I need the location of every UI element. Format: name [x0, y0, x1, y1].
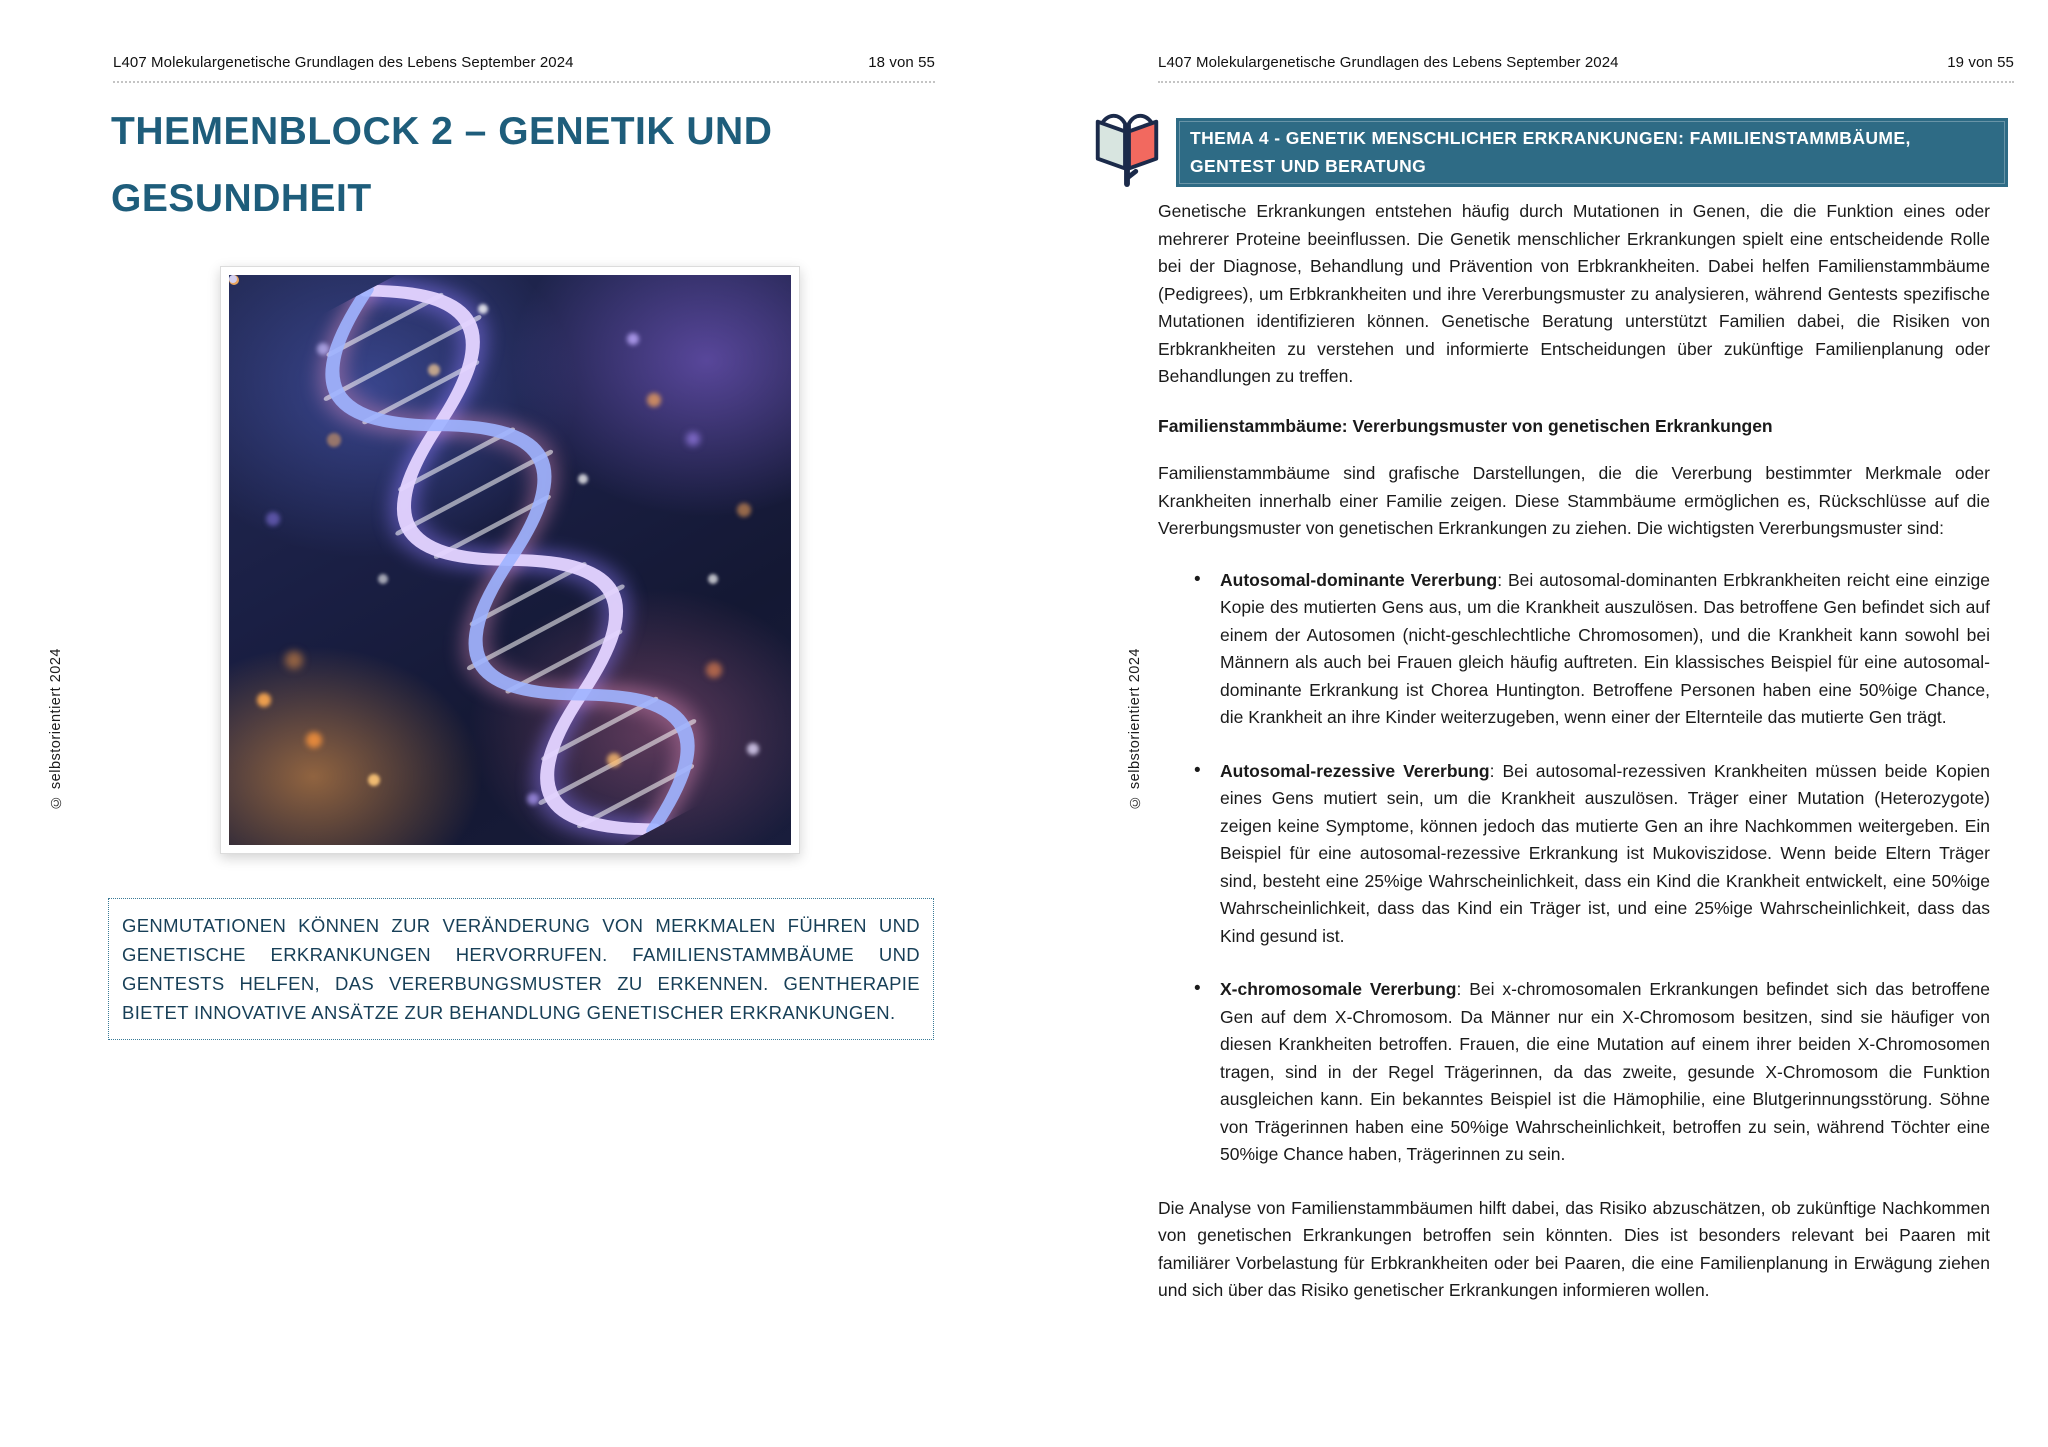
- topic-banner: [1176, 118, 2008, 187]
- bullet-marker: •: [1194, 759, 1201, 781]
- page-title: THEMENBLOCK 2 – GENETIK UND GESUNDHEIT: [111, 110, 773, 220]
- paragraph-outro: Die Analyse von Familienstammbäumen hilft dabei, das Risiko abzuschätzen, ob zukünftige Nachkommen von genetischen Erkrankungen betroffen sein könnten. Dies ist besonders relevant bei Paaren mit familiärer Vorbelastung für Erbkrankheiten oder bei Paaren, die eine Familienplanung in Erwägung ziehen und sich über das Risiko genetischer Erkrankungen informieren wollen.: [1158, 1197, 1990, 1300]
- dna-photo: [229, 275, 791, 845]
- topic-banner-label: THEMA 4 - GENETIK MENSCHLICHER ERKRANKUNGEN: FAMILIENSTAMMBÄUME, GENTEST UND BERATUNG: [1190, 128, 1911, 176]
- bullet-marker: •: [1194, 978, 1201, 999]
- page-header: [1158, 54, 2014, 83]
- header-page-number: 19 von 55: [1947, 54, 2014, 71]
- copyright-sidebar-text: © selbstorientiert 2024: [48, 648, 64, 811]
- callout-box: [108, 898, 934, 1040]
- bullet-text: : Bei autosomal-rezessiven Krankheiten müssen beide Kopien eines Gens mutiert sein, um die Krankheit auszulösen. Träger einer Mutation (Heterozygote) zeigen keine Symptome, können jedoch das mutierte Gen an ihre Nachkommen weitergeben. Ein Beispiel für eine autosomal-rezessive Erkrankung ist Mukoviszidose. Wenn beide Eltern Träger sind, besteht eine 25%ige Wahrscheinlichkeit, dass ein Kind die Krankheit entwickelt, eine 50%ige Wahrscheinlichkeit, dass das Kind ein Träger ist, und eine 25%ige Wahrscheinlichkeit, dass das Kind gesund ist.: [1220, 760, 1990, 946]
- bullet-text: : Bei autosomal-dominanten Erbkrankheiten reicht eine einzige Kopie des mutierten Gens aus, um die Krankheit auszulösen. Das betroffene Gen befindet sich auf einem der Autosomen (nicht-geschlechtliche Chromosomen), und die Krankheit kann sowohl bei Männern als auch bei Frauen gleich häufig auftreten. Ein klassisches Beispiel für eine autosomal-dominante Erkrankung ist Chorea Huntington. Betroffene Personen haben eine 50%ige Chance, die Krankheit an ihre Kinder weiterzugeben, wenn einer der Elternteile das mutierte Gen trägt.: [1220, 569, 1990, 727]
- callout-text: GENMUTATIONEN KÖNNEN ZUR VERÄNDERUNG VON MERKMALEN FÜHREN UND GENETISCHE ERKRANKUNGEN HERVORRUFEN. FAMILIENSTAMMBÄUME UND GENTESTS HELFEN, DAS VERERBUNGSMUSTER ZU ERKENNEN. GENTHERAPIE BIETET INNOVATIVE ANSÄTZE ZUR BEHANDLUNG GENETISCHER ERKRANKUNGEN.: [122, 915, 920, 1023]
- bullet-term: Autosomal-dominante Vererbung: [1220, 569, 1498, 590]
- paragraph-intro: Genetische Erkrankungen entstehen häufig durch Mutationen in Genen, die die Funktion eines oder mehrerer Proteine beeinflussen. Die Genetik menschlicher Erkrankungen spielt eine entscheidende Rolle bei der Diagnose, Behandlung und Prävention von Erbkrankheiten. Dabei helfen Familienstammbäume (Pedigrees), um Erbkrankheiten und ihre Vererbungsmuster zu analysieren, während Gentests spezifische Mutationen identifizieren können. Genetische Beratung unterstützt Familien dabei, die Risiken von Erbkrankheiten zu verstehen und informierte Entscheidungen über zukünftige Familienplanung oder Behandlungen zu treffen.: [1158, 201, 1990, 386]
- inheritance-bullet-list: [1158, 567, 1990, 1169]
- list-item-autosomal-dominant: [1158, 567, 1990, 732]
- header-doc-title: L407 Molekulargenetische Grundlagen des Lebens September 2024: [1158, 54, 1619, 71]
- section-subheading: Familienstammbäume: Vererbungsmuster von genetischen Erkrankungen: [1158, 415, 1773, 436]
- bullet-term: X-chromosomale Vererbung: [1220, 979, 1457, 999]
- page-header: [113, 54, 935, 83]
- dna-helix-graphic: [229, 275, 791, 845]
- bokeh-dots-cool: [229, 275, 237, 283]
- paragraph-lead: Familienstammbäume sind grafische Darstellungen, die die Vererbung bestimmter Merkmale oder Krankheiten innerhalb einer Familie zeigen. Diese Stammbäume ermöglichen es, Rückschlüsse auf die Vererbungsmuster von genetischen Erkrankungen zu ziehen. Die wichtigsten Vererbungsmuster sind:: [1158, 463, 1990, 538]
- body-text-column: [1158, 198, 1990, 1323]
- open-book-icon: [1088, 102, 1166, 192]
- header-doc-title: L407 Molekulargenetische Grundlagen des Lebens September 2024: [113, 54, 574, 71]
- bullet-text: : Bei x-chromosomalen Erkrankungen befindet sich das betroffene Gen auf dem X-Chromosom. Da Männer nur ein X-Chromosom besitzen, sind sie häufiger von diesen Krankheiten betroffen. Frauen, die eine Mutation auf einem ihrer beiden X-Chromosomen tragen, sind in der Regel Trägerinnen, da das zweite, gesunde X-Chromosom die Funktion ausgleichen kann. Ein bekanntes Beispiel ist die Hämophilie, eine Blutgerinnungsstörung. Söhne von Trägerinnen haben eine 50%ige Wahrscheinlichkeit, betroffen zu sein, während Töchter eine 50%ige Chance haben, Trägerinnen zu sein.: [1220, 979, 1990, 1164]
- header-page-number: 18 von 55: [868, 54, 935, 71]
- page-19: [1024, 0, 2048, 1447]
- bullet-term: Autosomal-rezessive Vererbung: [1220, 760, 1490, 781]
- copyright-sidebar-text: © selbstorientiert 2024: [1127, 648, 1143, 811]
- bokeh-dots-warm: [229, 275, 239, 285]
- dna-photo-frame: [220, 266, 800, 854]
- bullet-marker: •: [1194, 568, 1201, 590]
- list-item-autosomal-recessive: [1158, 758, 1990, 951]
- list-item-x-chromosomal: [1158, 976, 1990, 1169]
